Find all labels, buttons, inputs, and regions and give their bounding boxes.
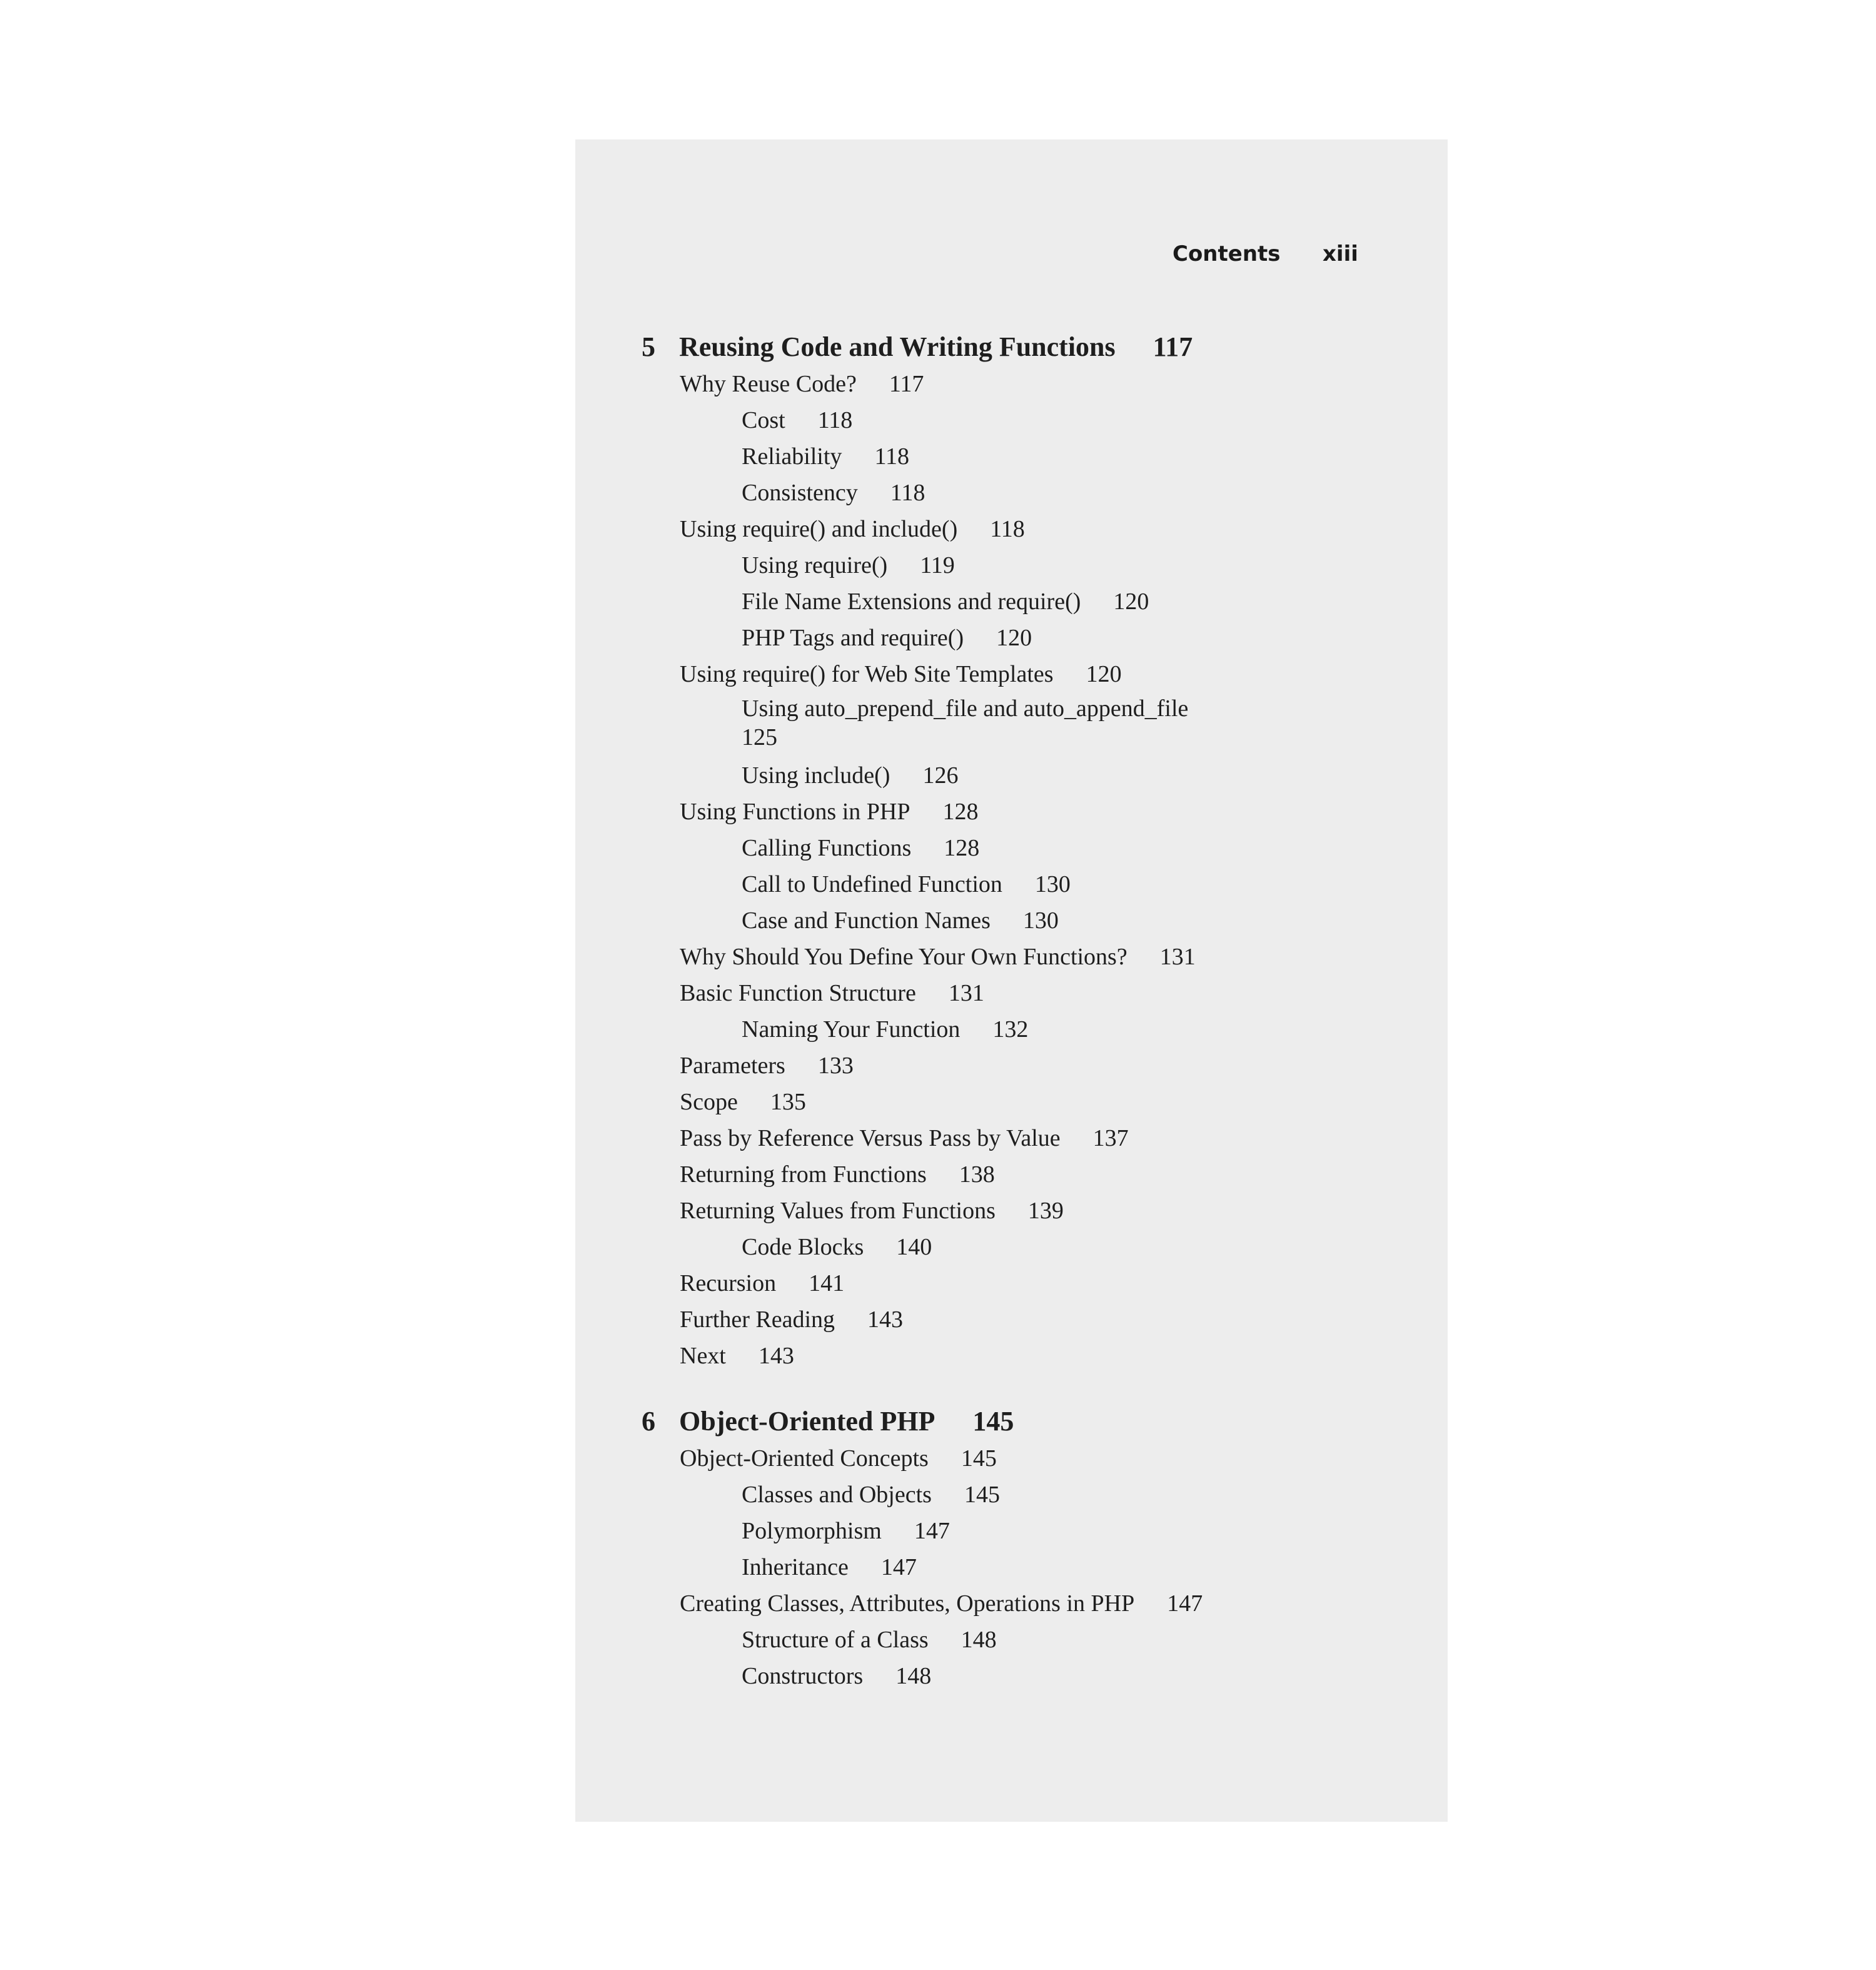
toc-subentry	[742, 408, 852, 432]
toc-entry-page: 118	[990, 516, 1025, 542]
toc-entry	[680, 1054, 854, 1078]
toc-entry-page: 133	[817, 1053, 854, 1079]
toc-entry-page: 148	[895, 1663, 932, 1689]
toc-entry-title: Naming Your Function	[742, 1016, 961, 1043]
toc-entry	[680, 1344, 794, 1368]
toc-entry-page: 118	[817, 407, 853, 433]
toc-entry-page: 137	[1092, 1125, 1129, 1151]
toc-entry-page: 147	[1167, 1590, 1203, 1617]
toc-entry-page: 132	[992, 1016, 1029, 1043]
toc-entry-title: Why Should You Define Your Own Functions?	[680, 944, 1127, 970]
toc-subentry	[742, 553, 955, 577]
chapter-number: 6	[642, 1406, 655, 1437]
toc-entry	[680, 517, 1025, 541]
toc-entry-page: 135	[770, 1089, 806, 1115]
running-head-title: Contents	[1172, 241, 1281, 266]
toc-entry-title: File Name Extensions and require()	[742, 588, 1081, 615]
toc-subentry	[742, 1235, 932, 1259]
toc-entry-page: 148	[961, 1627, 997, 1653]
toc-entry-title: Further Reading	[680, 1306, 835, 1333]
toc-entry-title: Using require() and include()	[680, 516, 958, 542]
toc-entry-page: 130	[1022, 907, 1059, 934]
toc-subentry	[742, 1018, 1028, 1041]
toc-entry	[680, 1447, 997, 1470]
toc-entry-page: 130	[1034, 871, 1071, 897]
toc-entry-page: 118	[874, 443, 910, 470]
toc-entry-page: 118	[890, 480, 925, 506]
toc-entry-title: Call to Undefined Function	[742, 871, 1002, 897]
toc-entry-page: 125	[742, 724, 777, 750]
toc-entry-page: 147	[880, 1554, 917, 1580]
toc-entry-page: 139	[1027, 1198, 1064, 1224]
toc-entry	[680, 800, 978, 824]
toc-subentry	[742, 1555, 917, 1579]
toc-subentry	[742, 1483, 1000, 1507]
toc-entry	[680, 1090, 806, 1114]
toc-entry-page: 143	[867, 1306, 904, 1333]
chapter-heading	[642, 333, 1193, 361]
toc-entry-page: 145	[964, 1482, 1000, 1508]
toc-entry-title: Polymorphism	[742, 1518, 882, 1544]
toc-subentry	[742, 1519, 950, 1543]
running-head-page-number: xiii	[1323, 241, 1358, 266]
toc-entry-page: 120	[1113, 588, 1149, 615]
toc-entry-title: PHP Tags and require()	[742, 625, 964, 651]
toc-entry-title: Reliability	[742, 443, 842, 470]
toc-entry-title: Next	[680, 1343, 726, 1369]
running-head	[575, 241, 1448, 273]
toc-entry	[680, 1592, 1203, 1615]
toc-subentry	[742, 872, 1071, 896]
toc-entry-title: Code Blocks	[742, 1234, 864, 1260]
book-page	[575, 139, 1448, 1822]
toc-entry-page: 131	[948, 980, 984, 1006]
toc-entry-title: Why Reuse Code?	[680, 371, 857, 397]
toc-entry-title: Recursion	[680, 1270, 777, 1296]
toc-entry-title: Using Functions in PHP	[680, 799, 910, 825]
toc-entry-title: Using require()	[742, 552, 888, 578]
toc-entry-title: Using auto_prepend_file and auto_append_file	[742, 695, 1189, 722]
toc-entry-title: Inheritance	[742, 1554, 849, 1580]
toc-entry-page: 147	[914, 1518, 950, 1544]
toc-entry-page: 128	[944, 835, 980, 861]
toc-entry-title: Returning from Functions	[680, 1161, 927, 1188]
toc-subentry	[742, 626, 1032, 650]
toc-entry-title: Consistency	[742, 480, 858, 506]
toc-entry-page: 126	[922, 762, 959, 789]
toc-entry-title: Cost	[742, 407, 785, 433]
toc-subentry	[742, 1628, 997, 1652]
toc-entry-title: Using include()	[742, 762, 890, 789]
toc-entry	[680, 662, 1122, 686]
toc-entry-page: 128	[942, 799, 979, 825]
toc-subentry	[742, 836, 979, 860]
toc-subentry	[742, 445, 909, 468]
toc-entry	[680, 1271, 844, 1295]
toc-entry	[680, 1163, 995, 1186]
chapter-title: Reusing Code and Writing Functions	[679, 331, 1116, 362]
toc-entry	[680, 981, 984, 1005]
toc-entry-page: 117	[889, 371, 924, 397]
chapter-page: 145	[972, 1406, 1014, 1437]
toc-entry-title: Constructors	[742, 1663, 864, 1689]
toc-entry-title: Parameters	[680, 1053, 785, 1079]
toc-entry-page: 120	[996, 625, 1032, 651]
toc-entry-page: 145	[961, 1445, 997, 1472]
toc-entry-title: Returning Values from Functions	[680, 1198, 996, 1224]
chapter-number: 5	[642, 331, 655, 362]
toc-entry-title: Case and Function Names	[742, 907, 991, 934]
toc-subentry	[742, 481, 925, 505]
toc-entry-title: Scope	[680, 1089, 738, 1115]
chapter-heading	[642, 1408, 1014, 1435]
toc-entry-page: 119	[920, 552, 955, 578]
toc-entry-title: Object-Oriented Concepts	[680, 1445, 929, 1472]
toc-entry-page: 140	[896, 1234, 932, 1260]
toc-entry	[680, 945, 1196, 969]
toc-entry-page: 131	[1159, 944, 1196, 970]
toc-entry-title: Basic Function Structure	[680, 980, 916, 1006]
chapter-title: Object-Oriented PHP	[679, 1406, 935, 1437]
toc-subentry	[742, 694, 1254, 752]
toc-subentry	[742, 909, 1059, 932]
toc-entry-title: Structure of a Class	[742, 1627, 929, 1653]
toc-entry	[680, 1199, 1064, 1223]
toc-entry	[680, 372, 924, 396]
toc-entry	[680, 1308, 903, 1331]
toc-entry-page: 143	[758, 1343, 794, 1369]
toc-entry-title: Calling Functions	[742, 835, 912, 861]
toc-entry-title: Creating Classes, Attributes, Operations in PHP	[680, 1590, 1135, 1617]
toc-entry-page: 141	[809, 1270, 845, 1296]
toc-subentry	[742, 590, 1149, 614]
toc-subentry	[742, 1664, 931, 1688]
toc-entry-title: Using require() for Web Site Templates	[680, 661, 1054, 687]
toc-subentry	[742, 764, 958, 787]
toc-entry-page: 138	[959, 1161, 995, 1188]
toc-entry-page: 120	[1086, 661, 1122, 687]
chapter-page: 117	[1152, 331, 1193, 362]
toc-entry-title: Pass by Reference Versus Pass by Value	[680, 1125, 1061, 1151]
toc-entry	[680, 1126, 1129, 1150]
toc-entry-title: Classes and Objects	[742, 1482, 932, 1508]
